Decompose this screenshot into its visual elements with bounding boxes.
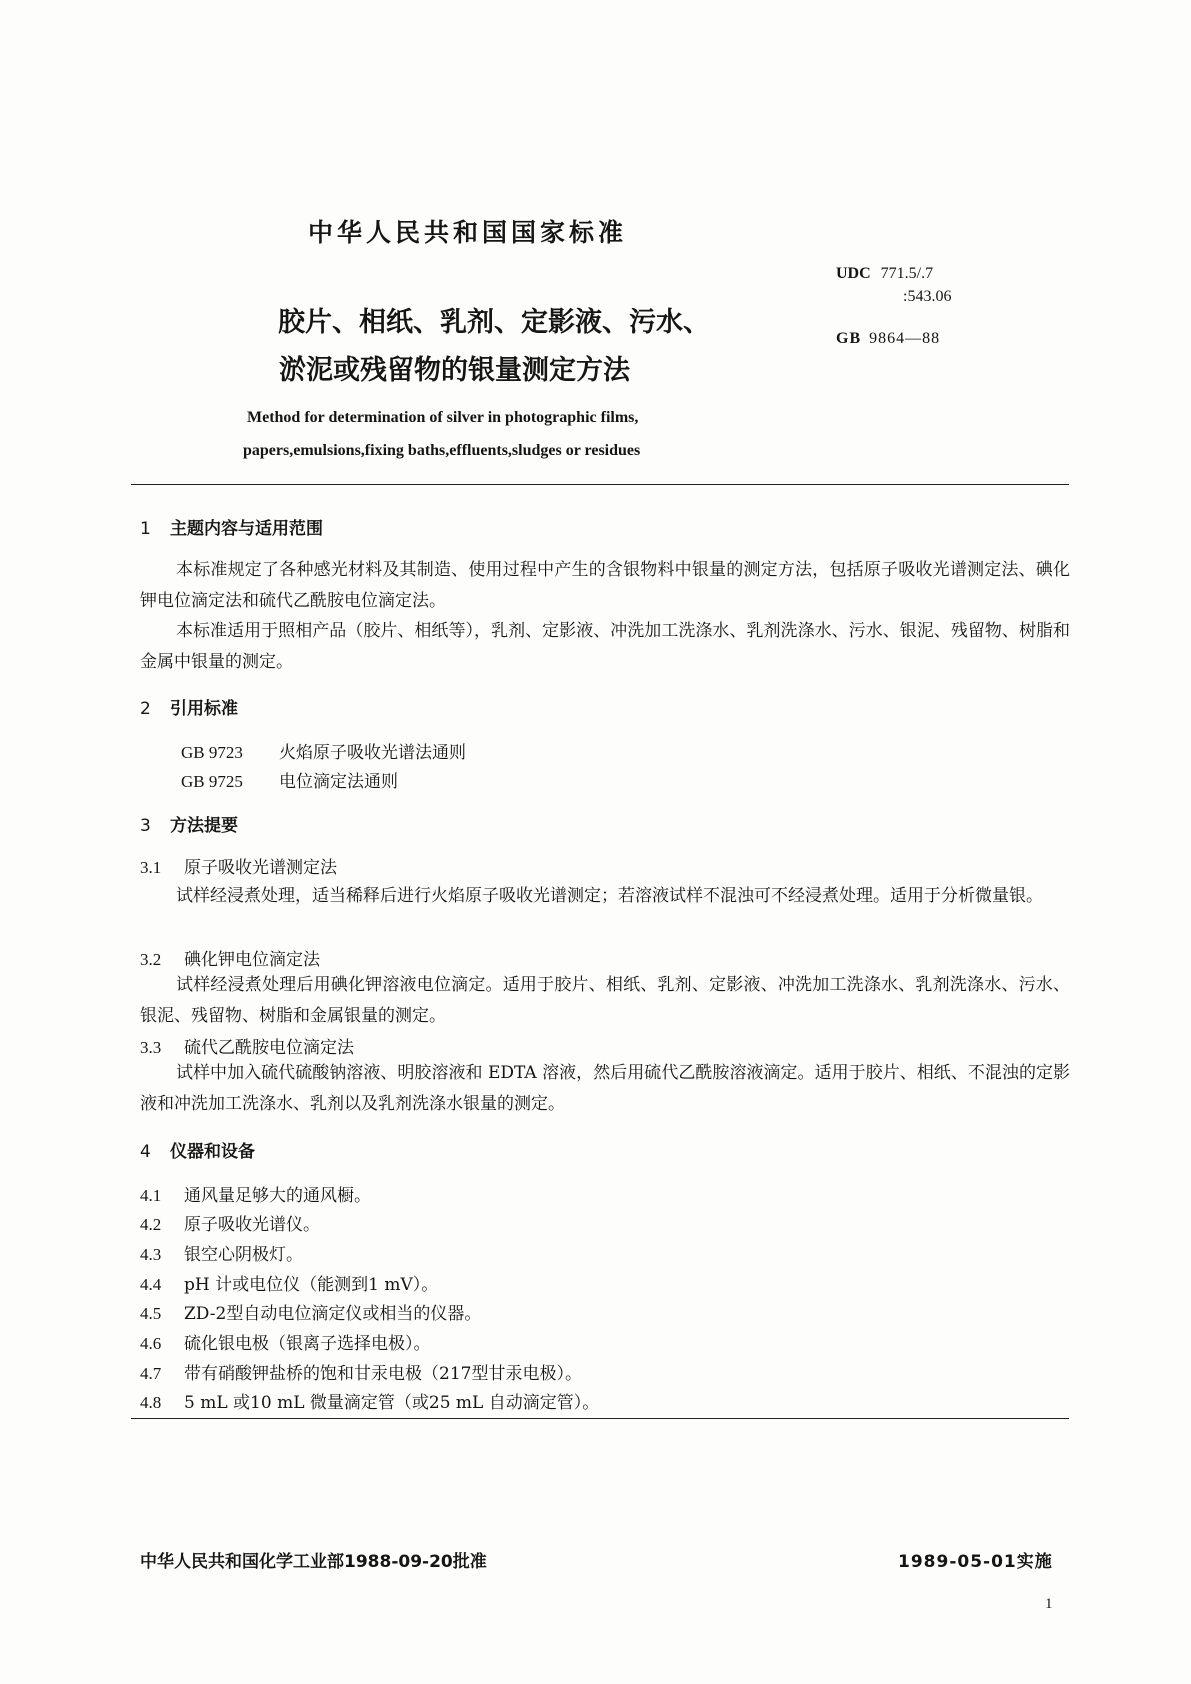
- section-4-heading: [140, 1137, 255, 1162]
- section-4-number: 4: [140, 1142, 151, 1162]
- item-text: 5 mL 或10 mL 微量滴定管（或25 mL 自动滴定管）。: [184, 1393, 600, 1413]
- section-1-paragraph-2: 本标准适用于照相产品（胶片、相纸等），乳剂、定影液、冲洗加工洗涤水、乳剂洗涤水、污水、银泥、残留物、树脂和金属中银量的测定。: [140, 621, 1070, 672]
- subsection-number: 3.1: [140, 858, 162, 877]
- section-2-title: 引用标准: [170, 699, 238, 719]
- item-number: 4.7: [140, 1364, 162, 1383]
- equipment-item: [140, 1181, 371, 1206]
- gb-label: GB: [836, 330, 862, 347]
- footer-divider: [131, 1418, 1069, 1419]
- reference-name: 火焰原子吸收光谱法通则: [279, 743, 466, 763]
- item-text: 硫化银电极（银离子选择电极）。: [184, 1334, 431, 1354]
- gb-number-value: 9864—88: [869, 330, 941, 347]
- equipment-item: [140, 1210, 320, 1235]
- section-1-heading: [140, 514, 323, 539]
- title-en-line1: Method for determination of silver in photographic films,: [247, 409, 639, 426]
- item-number: 4.8: [140, 1393, 162, 1412]
- equipment-item: [140, 1270, 438, 1295]
- subsection-3-3-text: 试样中加入硫代硫酸钠溶液、明胶溶液和 EDTA 溶液，然后用硫代乙酰胺溶液滴定。适用于胶片、相纸、不混浊的定影液和冲洗加工洗涤水、乳剂以及乳剂洗涤水银量的测定。: [140, 1063, 1070, 1114]
- page-number: 1: [1045, 1596, 1053, 1612]
- item-text: 通风量足够大的通风橱。: [184, 1186, 371, 1206]
- section-3-title: 方法提要: [170, 816, 238, 836]
- item-text: 带有硝酸钾盐桥的饱和甘汞电极（217型甘汞电极）。: [184, 1364, 582, 1384]
- title-en-line2: papers,emulsions,fixing baths,effluents,sludges or residues: [243, 442, 641, 459]
- reference-name: 电位滴定法通则: [279, 772, 398, 792]
- title-zh-line1: 胶片、相纸、乳剂、定影液、污水、: [278, 307, 710, 338]
- section-4-title: 仪器和设备: [170, 1142, 255, 1162]
- subsection-number: 3.3: [140, 1038, 162, 1057]
- subsection-title: 碘化钾电位滴定法: [184, 950, 320, 970]
- approval-line: 中华人民共和国化学工业部1988-09-20批准: [140, 1552, 487, 1572]
- item-text: pH 计或电位仪（能测到1 mV）。: [184, 1275, 439, 1295]
- subsection-3-2-heading: [140, 945, 320, 970]
- equipment-item: [140, 1388, 599, 1413]
- udc-code: [836, 265, 933, 283]
- national-standard-heading: 中华人民共和国国家标准: [308, 218, 628, 247]
- equipment-item: [140, 1329, 431, 1354]
- section-3-heading: [140, 811, 238, 836]
- item-number: 4.6: [140, 1334, 162, 1353]
- item-text: 原子吸收光谱仪。: [184, 1215, 320, 1235]
- item-number: 4.4: [140, 1275, 162, 1294]
- item-number: 4.3: [140, 1245, 162, 1264]
- subsection-3-1-text: 试样经浸煮处理，适当稀释后进行火焰原子吸收光谱测定；若溶液试样不混浊可不经浸煮处理。适用于分析微量银。: [176, 886, 1043, 906]
- subsection-3-1-heading: [140, 853, 337, 878]
- subsection-3-3-heading: [140, 1033, 354, 1058]
- gb-number: [836, 330, 940, 348]
- section-2-heading: [140, 694, 238, 719]
- equipment-item: [140, 1359, 582, 1384]
- equipment-item: [140, 1299, 481, 1324]
- subsection-3-2-text: 试样经浸煮处理后用碘化钾溶液电位滴定。适用于胶片、相纸、乳剂、定影液、冲洗加工洗涤水、乳剂洗涤水、污水、银泥、残留物、树脂和金属银量的测定。: [140, 975, 1070, 1026]
- reference-code: GB 9723: [181, 743, 243, 762]
- reference-item: [181, 767, 398, 792]
- section-1-paragraph-1: 本标准规定了各种感光材料及其制造、使用过程中产生的含银物料中银量的测定方法，包括原子吸收光谱测定法、碘化钾电位滴定法和硫代乙酰胺电位滴定法。: [140, 560, 1070, 611]
- header-divider: [131, 484, 1069, 485]
- item-number: 4.2: [140, 1215, 162, 1234]
- section-3-number: 3: [140, 816, 151, 836]
- item-text: 银空心阴极灯。: [184, 1245, 303, 1265]
- udc-line1: 771.5/.7: [880, 265, 934, 282]
- section-1-title: 主题内容与适用范围: [170, 519, 323, 539]
- reference-code: GB 9725: [181, 772, 243, 791]
- subsection-title: 硫代乙酰胺电位滴定法: [184, 1038, 354, 1058]
- section-2-number: 2: [140, 699, 151, 719]
- udc-label: UDC: [836, 265, 871, 282]
- item-number: 4.5: [140, 1304, 162, 1323]
- effective-date: 1989-05-01实施: [898, 1552, 1053, 1572]
- title-zh-line2: 淤泥或残留物的银量测定方法: [279, 355, 630, 386]
- subsection-title: 原子吸收光谱测定法: [184, 858, 337, 878]
- subsection-number: 3.2: [140, 950, 162, 969]
- reference-item: [181, 738, 466, 763]
- item-text: ZD-2型自动电位滴定仪或相当的仪器。: [184, 1304, 482, 1324]
- equipment-item: [140, 1240, 303, 1265]
- udc-line2: :543.06: [903, 288, 952, 305]
- item-number: 4.1: [140, 1186, 162, 1205]
- section-1-number: 1: [140, 519, 151, 539]
